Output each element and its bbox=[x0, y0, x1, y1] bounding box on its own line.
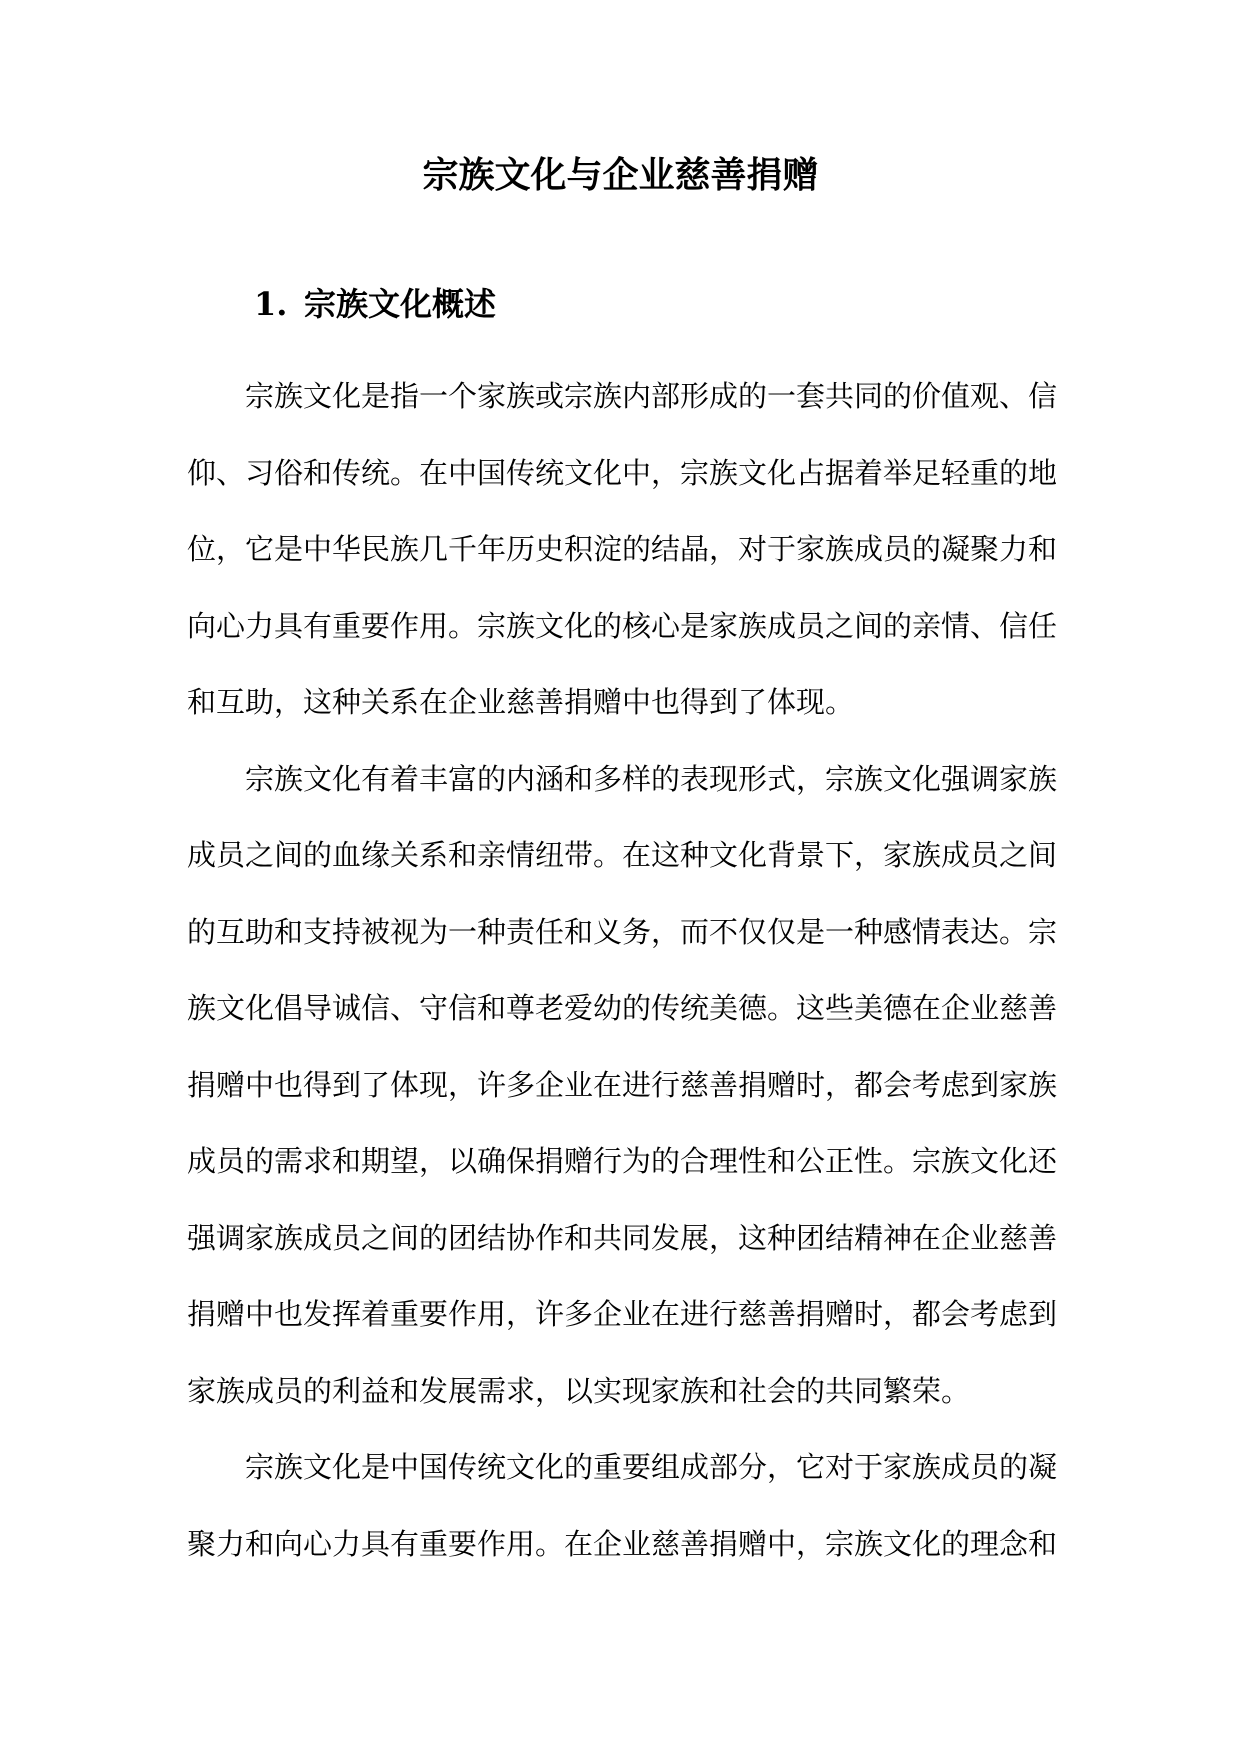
document-title: 宗族文化与企业慈善捐赠 bbox=[422, 154, 819, 196]
section-title: 宗族文化概述 bbox=[304, 285, 497, 323]
section-number: 1. bbox=[254, 285, 288, 323]
body-text bbox=[187, 358, 1057, 1582]
paragraph-1: 宗族文化是指一个家族或宗族内部形成的一套共同的价值观、信仰、习俗和传统。在中国传统文化中，宗族文化占据着举足轻重的地位，它是中华民族几千年历史积淀的结晶，对于家族成员的凝聚力和向心力具有重要作用。宗族文化的核心是家族成员之间的亲情、信任和互助，这种关系在企业慈善捐赠中也得到了体现。 bbox=[187, 379, 1058, 719]
section-heading bbox=[254, 280, 496, 328]
paragraph-3: 宗族文化是中国传统文化的重要组成部分，它对于家族成员的凝聚力和向心力具有重要作用。在企业慈善捐赠中，宗族文化的理念和 bbox=[187, 1450, 1058, 1561]
paragraph-2: 宗族文化有着丰富的内涵和多样的表现形式，宗族文化强调家族成员之间的血缘关系和亲情纽带。在这种文化背景下，家族成员之间的互助和支持被视为一种责任和义务，而不仅仅是一种感情表达。宗族文化倡导诚信、守信和尊老爱幼的传统美德。这些美德在企业慈善捐赠中也得到了体现，许多企业在进行慈善捐赠时，都会考虑到家族成员的需求和期望，以确保捐赠行为的合理性和公正性。宗族文化还强调家族成员之间的团结协作和共同发展，这种团结精神在企业慈善捐赠中也发挥着重要作用，许多企业在进行慈善捐赠时，都会考虑到家族成员的利益和发展需求，以实现家族和社会的共同繁荣。 bbox=[187, 761, 1058, 1408]
